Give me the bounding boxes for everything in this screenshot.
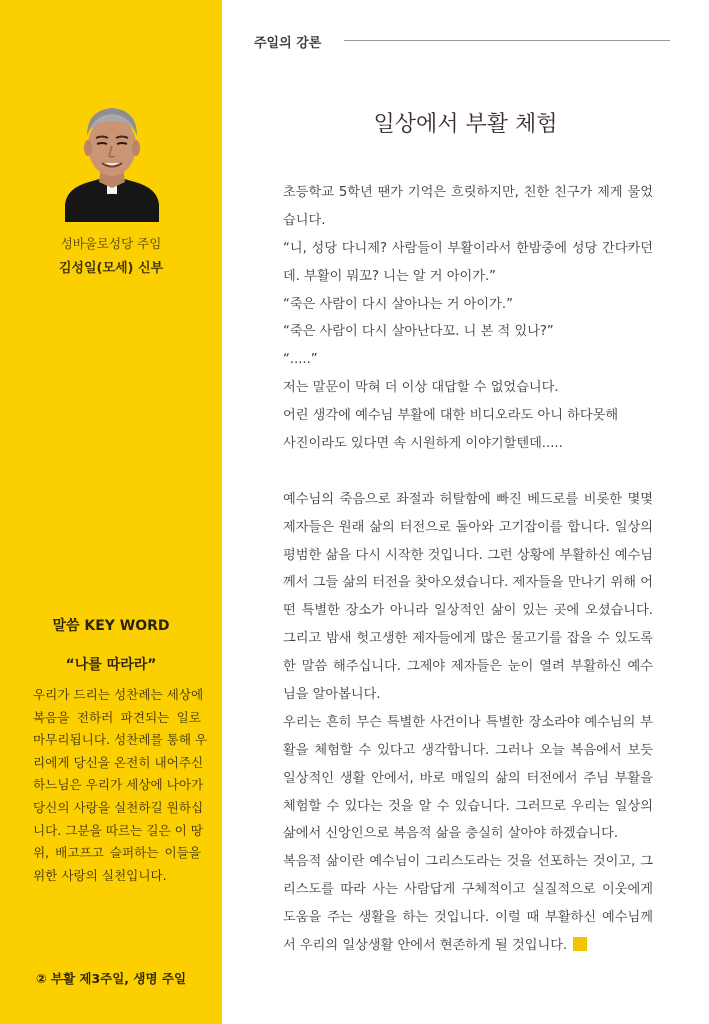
body-line: 제자들은 원래 삶의 터전으로 돌아와 고기잡이를 합니다. 일상의: [283, 519, 653, 535]
end-mark-icon: [573, 937, 587, 951]
article-title: 일상에서 부활 체험: [373, 112, 558, 137]
body-line: “죽은 사람이 다시 살아난다꼬. 니 본 적 있나?”: [283, 324, 554, 340]
body-line: 평범한 삶을 다시 시작한 것입니다. 그런 상황에 부활하신 예수님: [283, 547, 653, 563]
body-line: 체험할 수 있다는 것을 알 수 있습니다. 그러므로 우리는 일상의: [283, 798, 653, 814]
section-divider: [344, 40, 670, 41]
body-line: 께서 그들 삶의 터전을 찾아오셨습니다. 제자들을 만나기 위해 어: [283, 575, 653, 591]
keyword-line: 위, 배고프고 슬퍼하는 이들을: [33, 845, 201, 861]
body-line: 어린 생각에 예수님 부활에 대한 비디오라도 아니 하다못해: [283, 408, 619, 424]
body-line: 리스도를 따라 사는 사람답게 구체적이고 실질적으로 이웃에게: [283, 882, 653, 898]
keyword-line: 복음을 전하러 파견되는 일로: [33, 709, 201, 725]
sunday-label: ② 부활 제3주일, 생명 주일: [35, 971, 187, 986]
body-line: 서 우리의 일상생활 안에서 현존하게 될 것입니다.: [283, 932, 653, 960]
body-line: 예수님의 죽음으로 좌절과 허탈함에 빠진 베드로를 비롯한 몇몇: [283, 491, 653, 507]
keyword-line: 마무리됩니다. 성찬례를 통해 우: [33, 732, 208, 748]
body-line: 사진이라도 있다면 속 시원하게 이야기할텐데.....: [283, 436, 563, 452]
keyword-body: [33, 684, 208, 887]
article-body: [283, 179, 653, 960]
keyword-line: 니다. 그분을 따르는 길은 이 땅: [33, 822, 204, 838]
keyword-line: 하느님은 우리가 세상에 나아가: [33, 777, 204, 793]
author-role: 성바울로성당 주임: [60, 236, 162, 251]
body-line: 일상적인 생활 안에서, 바로 매일의 삶의 터전에서 주님 부활을: [283, 770, 653, 786]
body-line: 데. 부활이 뭐꼬? 니는 알 거 아이가.”: [283, 268, 496, 284]
body-line: 님을 알아봅니다.: [283, 687, 381, 703]
body-line: 습니다.: [283, 212, 326, 228]
body-line: 도움을 주는 생활을 하는 것입니다. 이럴 때 부활하신 예수님께: [283, 910, 653, 926]
body-line: 한 말씀 해주십니다. 그제야 제자들은 눈이 열려 부활하신 예수: [283, 659, 653, 675]
author-portrait: [63, 100, 161, 222]
keyword-line: 위한 사랑의 실천입니다.: [33, 867, 167, 883]
paragraph-gap: [283, 458, 653, 486]
keyword-title: 말씀 KEY WORD: [52, 618, 170, 634]
body-line: 복음적 삶이란 예수님이 그리스도라는 것을 선포하는 것이고, 그: [283, 854, 653, 870]
sidebar: [0, 0, 222, 1024]
keyword-quote: “나를 따라라”: [65, 657, 157, 673]
body-line: 떤 특별한 장소가 아니라 일상적인 삶이 있는 곳에 오셨습니다.: [283, 603, 653, 619]
keyword-line: 리에게 당신을 온전히 내어주신: [33, 754, 204, 770]
body-line: “.....”: [283, 352, 318, 368]
body-line: 그리고 밤새 헛고생한 제자들에게 많은 물고기를 잡을 수 있도록: [283, 631, 653, 647]
body-line: “니, 성당 다니제? 사람들이 부활이라서 한밤중에 성당 간다카던: [283, 240, 653, 256]
body-line: 활을 체험할 수 있다고 생각합니다. 그러나 오늘 복음에서 보듯: [283, 742, 653, 758]
keyword-line: 우리가 드리는 성찬례는 세상에: [33, 687, 204, 702]
section-label: 주일의 강론: [254, 36, 322, 51]
keyword-line: 당신의 사랑을 실천하길 원하십: [33, 799, 204, 815]
body-line: “죽은 사람이 다시 살아나는 거 아이가.”: [283, 296, 513, 312]
body-line: 삶에서 신앙인으로 복음적 삶을 충실히 살아야 하겠습니다.: [283, 826, 619, 842]
body-line: 초등학교 5학년 땐가 기억은 흐릿하지만, 친한 친구가 제게 물었: [283, 185, 653, 200]
author-name: 김성일(모세) 신부: [58, 261, 164, 276]
body-line: 우리는 흔히 무슨 특별한 사건이나 특별한 장소라야 예수님의 부: [283, 714, 653, 730]
body-line: 저는 말문이 막혀 더 이상 대답할 수 없었습니다.: [283, 380, 559, 396]
